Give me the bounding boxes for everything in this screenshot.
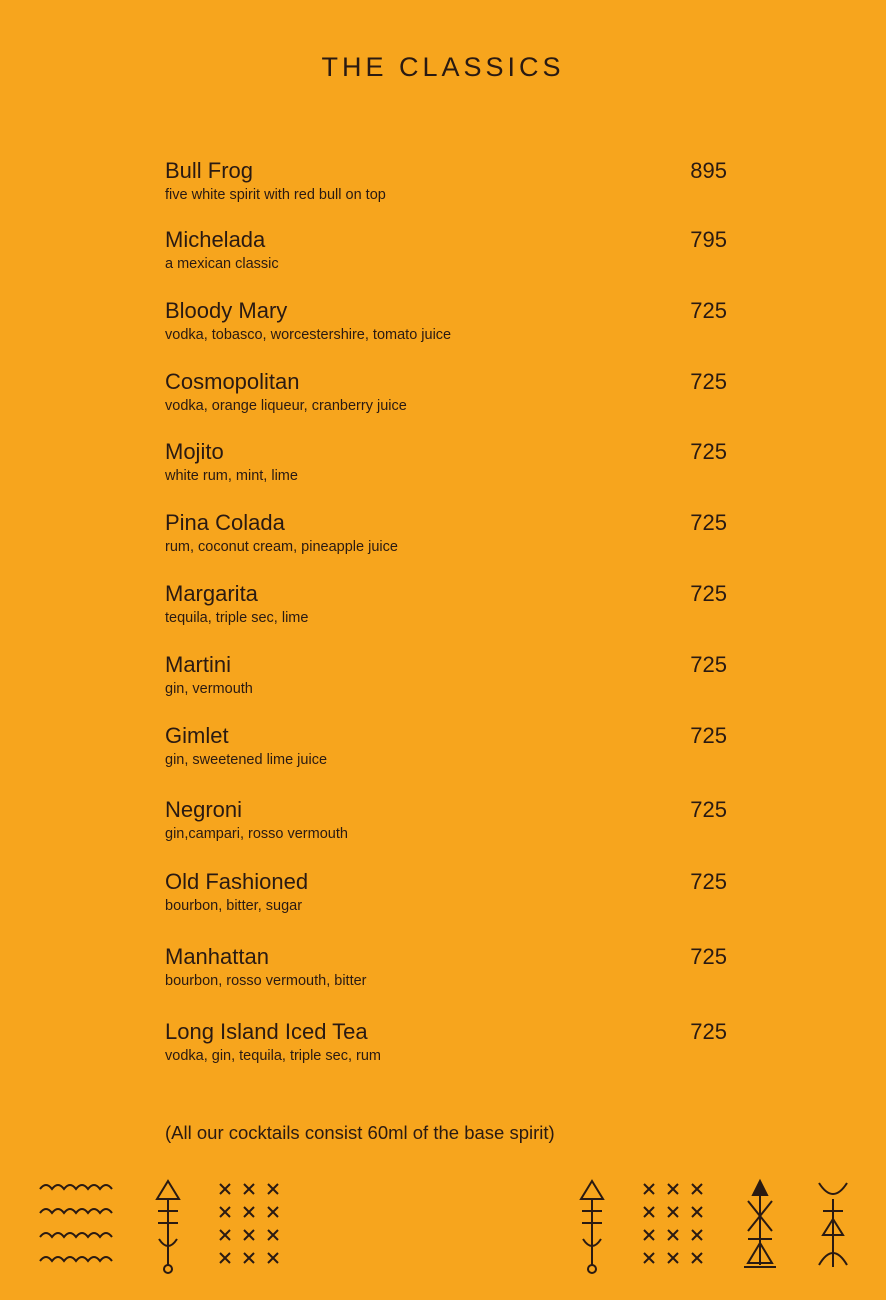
item-name: Mojito [165, 439, 224, 464]
item-description: vodka, tobasco, worcestershire, tomato juice [165, 327, 452, 343]
menu-item [165, 437, 727, 485]
item-name: Negroni [165, 797, 243, 822]
menu-title: THE CLASSICS [321, 52, 565, 82]
item-description: a mexican classic [165, 256, 279, 272]
item-name: Old Fashioned [165, 869, 309, 894]
item-description: tequila, triple sec, lime [165, 610, 309, 626]
arrow-totem-icon [153, 1175, 183, 1275]
item-name: Bloody Mary [165, 298, 288, 323]
item-price: 725 [690, 869, 727, 894]
arrow-x-totem-icon [740, 1175, 780, 1275]
item-price: 725 [690, 439, 727, 464]
item-price: 725 [690, 581, 727, 606]
item-name: Martini [165, 652, 232, 677]
item-name: Bull Frog [165, 158, 254, 183]
item-description: vodka, orange liqueur, cranberry juice [165, 398, 407, 414]
item-description: bourbon, rosso vermouth, bitter [165, 973, 367, 989]
menu-item [165, 942, 727, 990]
menu-item [165, 1017, 727, 1065]
item-description: gin,campari, rosso vermouth [165, 826, 348, 842]
item-name: Pina Colada [165, 510, 285, 535]
item-description: bourbon, bitter, sugar [165, 898, 303, 914]
item-description: gin, vermouth [165, 681, 253, 697]
menu-item [165, 296, 727, 344]
item-price: 725 [690, 723, 727, 748]
item-price: 895 [690, 158, 727, 183]
item-price: 725 [690, 652, 727, 677]
menu-item [165, 579, 727, 627]
item-price: 725 [690, 944, 727, 969]
item-description: five white spirit with red bull on top [165, 187, 386, 203]
menu-item [165, 650, 727, 698]
item-name: Gimlet [165, 723, 229, 748]
menu-item [165, 156, 727, 204]
item-price: 725 [690, 369, 727, 394]
footer-note: (All our cocktails consist 60ml of the base spirit) [165, 1122, 555, 1143]
item-price: 725 [690, 1019, 727, 1044]
item-price: 725 [690, 510, 727, 535]
item-name: Michelada [165, 227, 266, 252]
item-price: 725 [690, 298, 727, 323]
wave-pattern-icon [38, 1175, 118, 1270]
item-name: Manhattan [165, 944, 269, 969]
item-description: gin, sweetened lime juice [165, 752, 328, 768]
item-description: white rum, mint, lime [165, 468, 298, 484]
menu-item [165, 721, 727, 769]
menu-item [165, 867, 727, 915]
item-name: Long Island Iced Tea [165, 1019, 368, 1044]
menu-item [165, 225, 727, 273]
arrow-totem-icon [577, 1175, 607, 1275]
cross-grid-icon [217, 1175, 287, 1270]
item-description: vodka, gin, tequila, triple sec, rum [165, 1048, 381, 1064]
item-name: Margarita [165, 581, 258, 606]
menu-item [165, 367, 727, 415]
menu-item [165, 795, 727, 843]
figure-totem-icon [815, 1175, 851, 1275]
menu-item [165, 508, 727, 556]
cross-grid-icon [641, 1175, 711, 1270]
item-price: 795 [690, 227, 727, 252]
item-description: rum, coconut cream, pineapple juice [165, 539, 398, 555]
item-name: Cosmopolitan [165, 369, 300, 394]
item-price: 725 [690, 797, 727, 822]
